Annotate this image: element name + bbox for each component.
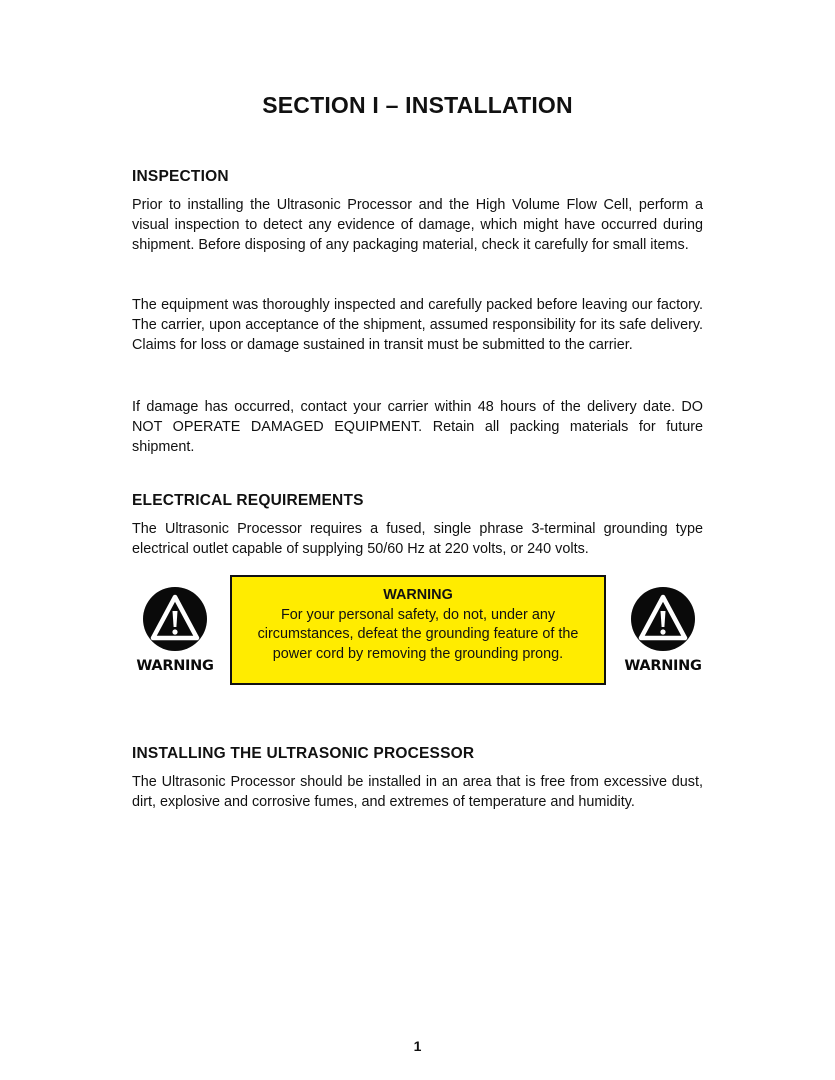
warning-badge-label: WARNING (624, 658, 702, 674)
inspection-heading: INSPECTION (132, 168, 229, 185)
inspection-paragraph-1: Prior to installing the Ultrasonic Processor and the High Volume Flow Cell, perform a visual inspection to detect any evidence of damage, which might have occurred during shipment. Before disposing of any packaging material, check it carefully for small items. (132, 197, 703, 254)
page-number: 1 (413, 1038, 422, 1054)
installing-heading: INSTALLING THE ULTRASONIC PROCESSOR (132, 745, 475, 762)
warning-badge-left (133, 587, 223, 677)
page-title: SECTION I – INSTALLATION (262, 92, 573, 118)
warning-box (230, 575, 606, 685)
warning-badge-right (621, 587, 711, 677)
installing-paragraph: The Ultrasonic Processor should be installed in an area that is free from excessive dust, dirt, explosive and corrosive fumes, and extremes of temperature and humidity. (132, 774, 703, 811)
electrical-heading: ELECTRICAL REQUIREMENTS (132, 492, 364, 509)
warning-box-title: WARNING (383, 587, 453, 603)
warning-box-text: For your personal safety, do not, under any circumstances, defeat the grounding feature of the power cord by removing the grounding prong. (257, 606, 579, 662)
electrical-paragraph: The Ultrasonic Processor requires a fused, single phrase 3-terminal grounding type electrical outlet capable of supplying 50/60 Hz at 220 volts, or 240 volts. (132, 521, 703, 558)
warning-triangle-icon (143, 587, 207, 651)
warning-triangle-icon (631, 587, 695, 651)
inspection-paragraph-2: The equipment was thoroughly inspected and carefully packed before leaving our factory. The carrier, upon acceptance of the shipment, assumed responsibility for its safe delivery. Claims for loss or damage sustained in transit must be submitted to the carrier. (132, 297, 703, 354)
inspection-paragraph-3: If damage has occurred, contact your carrier within 48 hours of the delivery date. DO NOT OPERATE DAMAGED EQUIPMENT. Retain all packing materials for future shipment. (132, 399, 703, 456)
warning-badge-label: WARNING (136, 658, 214, 674)
